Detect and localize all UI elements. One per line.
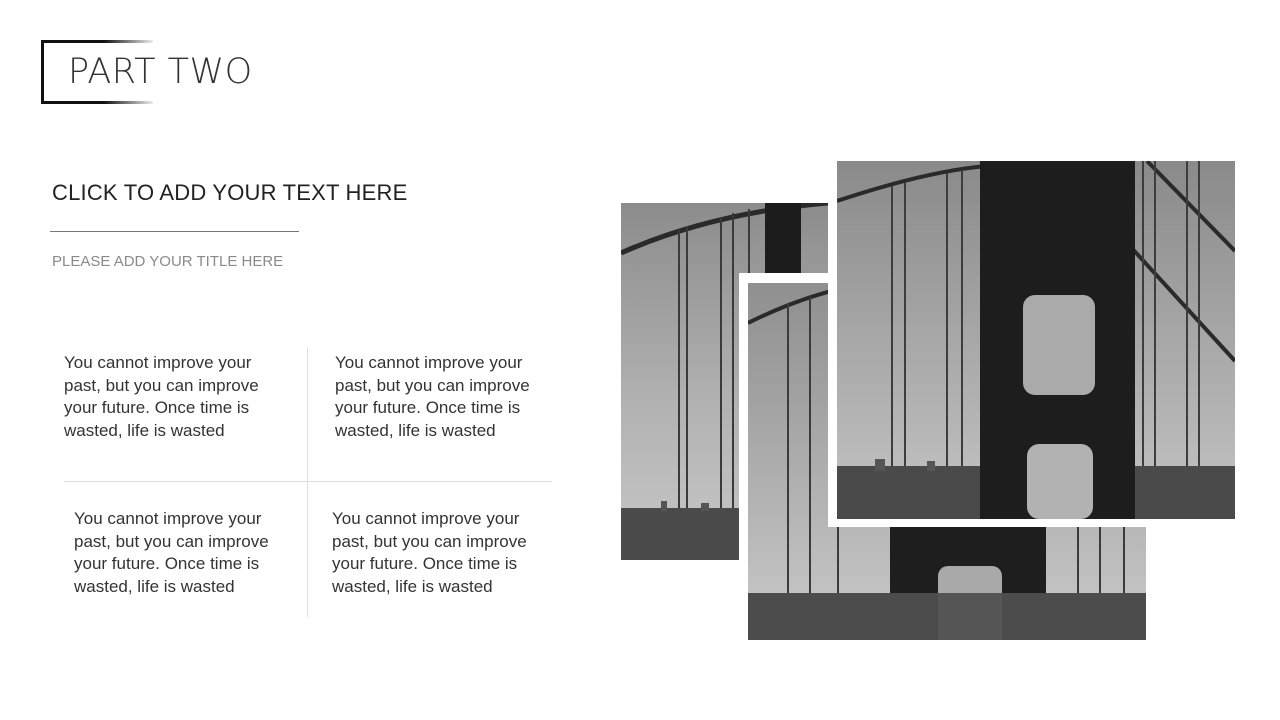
- text-cell-bottom-left[interactable]: You cannot improve your past, but you can improve your future. Once time is wasted, life is wasted: [74, 509, 269, 596]
- text-cell-top-left[interactable]: You cannot improve your past, but you can improve your future. Once time is wasted, life is wasted: [64, 353, 259, 440]
- headline-underline: [50, 231, 299, 232]
- bridge-tower-closeup-image: [837, 161, 1235, 519]
- subtitle-text[interactable]: PLEASE ADD YOUR TITLE HERE: [52, 253, 284, 270]
- text-cell-bottom-right[interactable]: You cannot improve your past, but you can improve your future. Once time is wasted, life is wasted: [332, 509, 527, 596]
- grid-vertical-divider: [307, 347, 308, 617]
- text-cell-top-right[interactable]: You cannot improve your past, but you can improve your future. Once time is wasted, life is wasted: [335, 353, 530, 440]
- headline-text[interactable]: CLICK TO ADD YOUR TEXT HERE: [52, 180, 408, 205]
- page-title[interactable]: PART TWO: [68, 52, 253, 92]
- grid-horizontal-divider: [64, 481, 552, 482]
- bridge-photo-right[interactable]: [828, 152, 1235, 527]
